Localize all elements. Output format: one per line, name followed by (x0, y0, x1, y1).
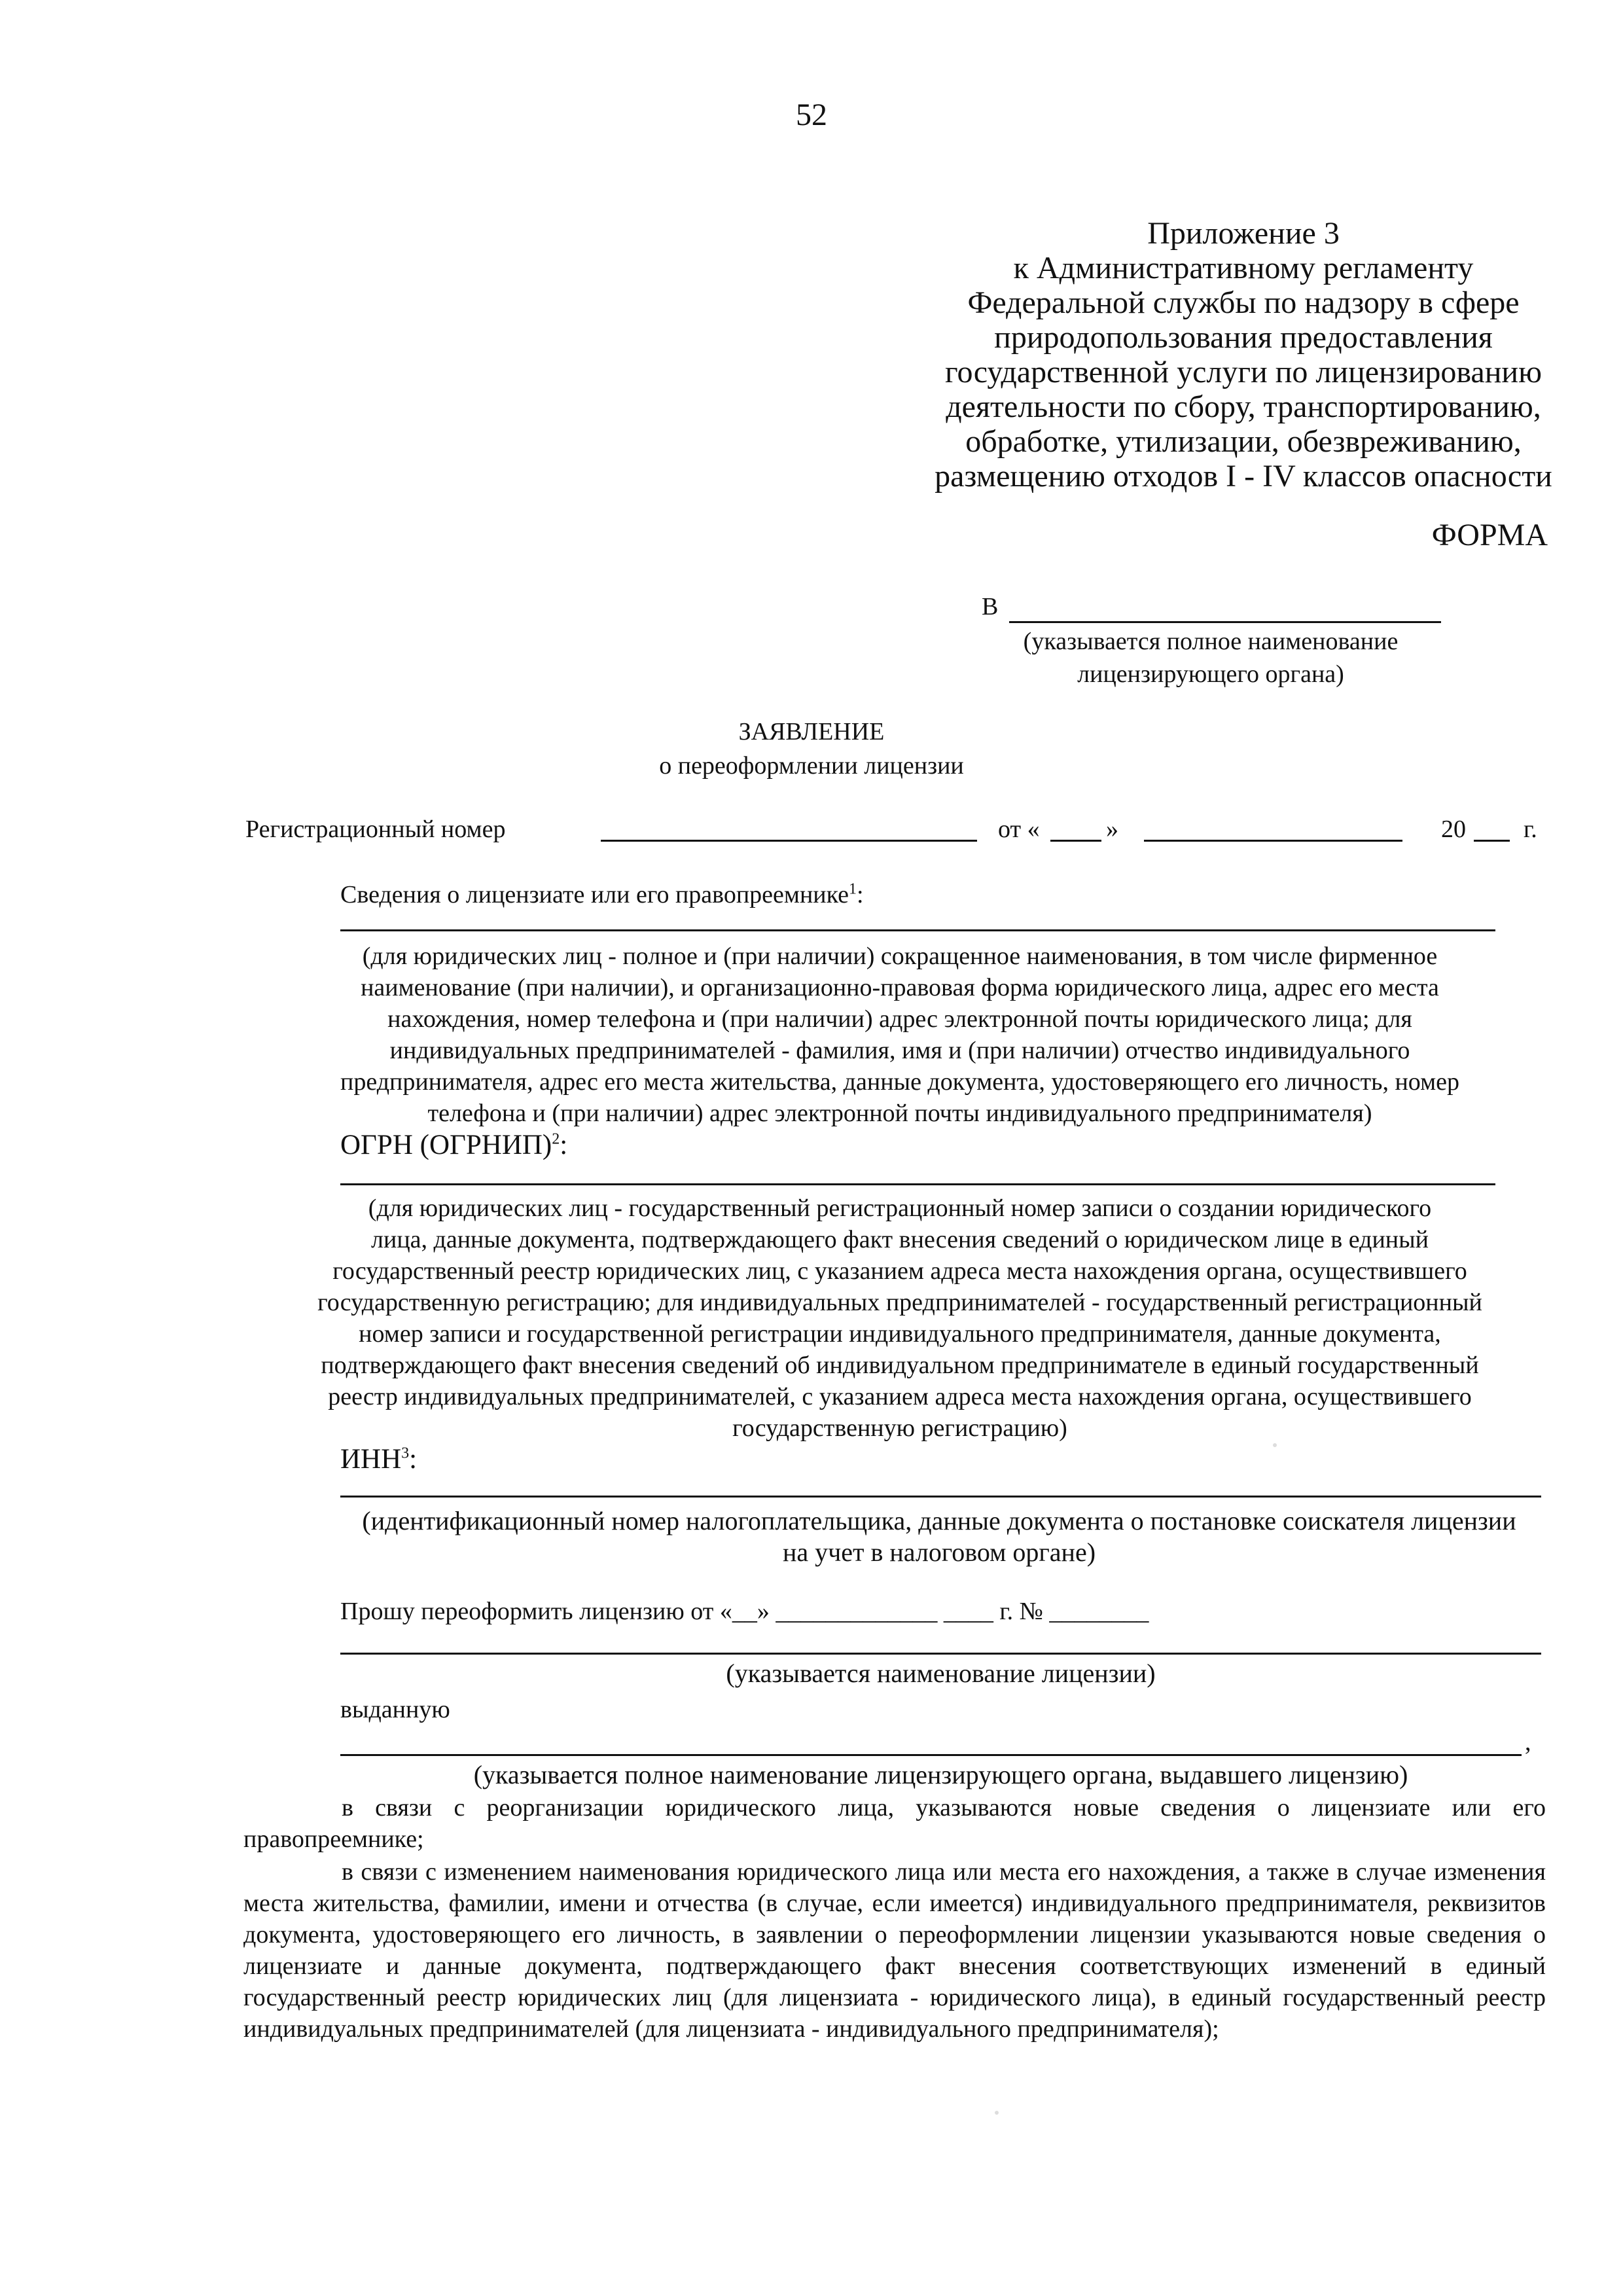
ogrn-label-text: ОГРН (ОГРНИП) (340, 1130, 552, 1160)
appendix-header (844, 216, 1623, 493)
licensee-heading (340, 880, 864, 909)
page-number: 52 (796, 98, 827, 132)
registration-from: от « (998, 816, 1040, 843)
paragraph-text: в связи с изменением наименования юридического лица или места его нахождения, а также в случае изменения места жительства, фамилии, имени и отчества (в случае, если имеется) индивидуального предпринимателя, реквизитов документа, удостоверяющего его личность, в заявлении о переоформлении лицензии указываются новые сведения о лицензиате и данные документа, подтверждающего факт внесения соответствующих изменений в единый государственный реестр юридических лиц (для лицензиата - юридического лица), в единый государственный реестр индивидуальных предпринимателей (для лицензиата - индивидуального предпринимателя); (243, 1858, 1546, 2043)
ogrn-note-line: лица, данные документа, подтверждающего факт внесения сведений о юридическом лице в единый (371, 1226, 1429, 1253)
ogrn-label (340, 1129, 567, 1161)
appendix-line: Федеральной службы по надзору в сфере (967, 285, 1520, 320)
inn-label-text: ИНН (340, 1444, 402, 1475)
ogrn-note-line: государственную регистрацию) (732, 1414, 1067, 1442)
title-main: ЗАЯВЛЕНИЕ (738, 718, 885, 745)
issuing-authority-note: (указывается полное наименование лицензирующего органа, выдавшего лицензию) (473, 1760, 1408, 1789)
issued-label: выданную (340, 1696, 450, 1723)
registration-year-suffix: г. (1524, 816, 1537, 843)
inn-note-line: на учет в налоговом органе) (782, 1537, 1096, 1567)
paragraph-text: в связи с реорганизации юридического лица, указываются новые сведения о лицензиате или его правопреемнике; (243, 1794, 1546, 1853)
ogrn-colon: : (560, 1130, 568, 1160)
ogrn-note-line: государственный реестр юридических лиц, с указанием адреса места нахождения органа, осуществившего (332, 1257, 1467, 1285)
paragraph-reorganization (243, 1792, 1546, 1855)
registration-quote-close: » (1106, 816, 1118, 843)
licensee-note-line: телефона и (при наличии) адрес электронной почты индивидуального предпринимателя) (427, 1100, 1372, 1127)
appendix-line: деятельности по сбору, транспортированию, (946, 389, 1541, 424)
licensee-note-line: наименование (при наличии), и организационно-правовая форма юридического лица, адрес его места (361, 974, 1439, 1001)
registration-month-line[interactable] (1144, 840, 1402, 842)
appendix-line: государственной услуги по лицензированию (945, 355, 1542, 389)
registration-label: Регистрационный номер (245, 816, 506, 843)
appendix-line: обработке, утилизации, обезвреживанию, (965, 424, 1522, 459)
recipient-note-line: лицензирующего органа) (1077, 660, 1344, 688)
license-name-note: (указывается наименование лицензии) (726, 1659, 1156, 1688)
inn-colon: : (409, 1444, 418, 1475)
ogrn-note-line: подтверждающего факт внесения сведений об индивидуальном предпринимателе в единый государственный (321, 1352, 1479, 1379)
registration-day-line[interactable] (1050, 840, 1101, 842)
inn-note (314, 1505, 1564, 1568)
licensee-note-line: индивидуальных предпринимателей - фамилия, имя и (при наличии) отчество индивидуального (389, 1037, 1410, 1064)
ogrn-note-line: реестр индивидуальных предпринимателей, с указанием адреса места нахождения органа, осуществившего (328, 1383, 1472, 1410)
ogrn-note (249, 1193, 1551, 1444)
licensee-note-line: предпринимателя, адрес его места жительства, данные документа, удостоверяющего его личность, номер (340, 1068, 1459, 1096)
inn-line[interactable] (340, 1496, 1541, 1498)
licensee-note-line: нахождения, номер телефона и (при наличии) адрес электронной почты юридического лица; для (387, 1005, 1412, 1033)
registration-year-line[interactable] (1474, 840, 1510, 842)
ogrn-line[interactable] (340, 1183, 1495, 1185)
licensee-heading-text: Сведения о лицензиате или его правопреемнике (340, 881, 849, 908)
ogrn-note-line: (для юридических лиц - государственный регистрационный номер записи о создании юридического (368, 1194, 1432, 1222)
scan-speck (1273, 1443, 1277, 1447)
inn-note-line: (идентификационный номер налогоплательщика, данные документа о постановке соискателя лицензии (362, 1506, 1516, 1535)
recipient-line[interactable] (1009, 621, 1441, 623)
registration-year-prefix: 20 (1441, 816, 1466, 843)
appendix-line: Приложение 3 (1147, 216, 1340, 251)
appendix-line: размещению отходов I - IV классов опасности (935, 459, 1552, 493)
registration-number-line[interactable] (601, 840, 977, 842)
footnote-mark: 3 (401, 1444, 410, 1462)
issuing-authority-line[interactable] (340, 1754, 1522, 1756)
issued-comma: , (1525, 1729, 1531, 1756)
licensee-note-line: (для юридических лиц - полное и (при наличии) сокращенное наименования, в том числе фирменное (362, 942, 1438, 970)
inn-label (340, 1443, 417, 1475)
footnote-mark: 1 (849, 880, 857, 898)
recipient-note (975, 625, 1446, 691)
document-title (0, 715, 1623, 783)
recipient-prefix: В (982, 593, 999, 620)
paragraph-name-change (243, 1856, 1546, 2045)
footnote-mark: 2 (552, 1130, 560, 1148)
appendix-line: к Административному регламенту (1013, 251, 1474, 285)
title-sub: о переоформлении лицензии (659, 752, 964, 780)
recipient-note-line: (указывается полное наименование (1023, 628, 1399, 655)
request-line: Прошу переоформить лицензию от «__» _____________ ____ г. № ________ (340, 1598, 1149, 1625)
form-label: ФОРМА (1431, 518, 1548, 552)
ogrn-note-line: государственную регистрацию; для индивидуальных предпринимателей - государственный регистрационный (317, 1289, 1482, 1316)
scan-speck (995, 2111, 999, 2115)
license-name-line[interactable] (340, 1653, 1541, 1655)
licensee-line[interactable] (340, 929, 1495, 931)
appendix-line: природопользования предоставления (994, 320, 1493, 355)
recipient-field (982, 592, 998, 621)
ogrn-note-line: номер записи и государственной регистрации индивидуального предпринимателя, данные документа, (359, 1320, 1441, 1348)
licensee-colon: : (857, 881, 864, 908)
licensee-note (255, 941, 1544, 1129)
